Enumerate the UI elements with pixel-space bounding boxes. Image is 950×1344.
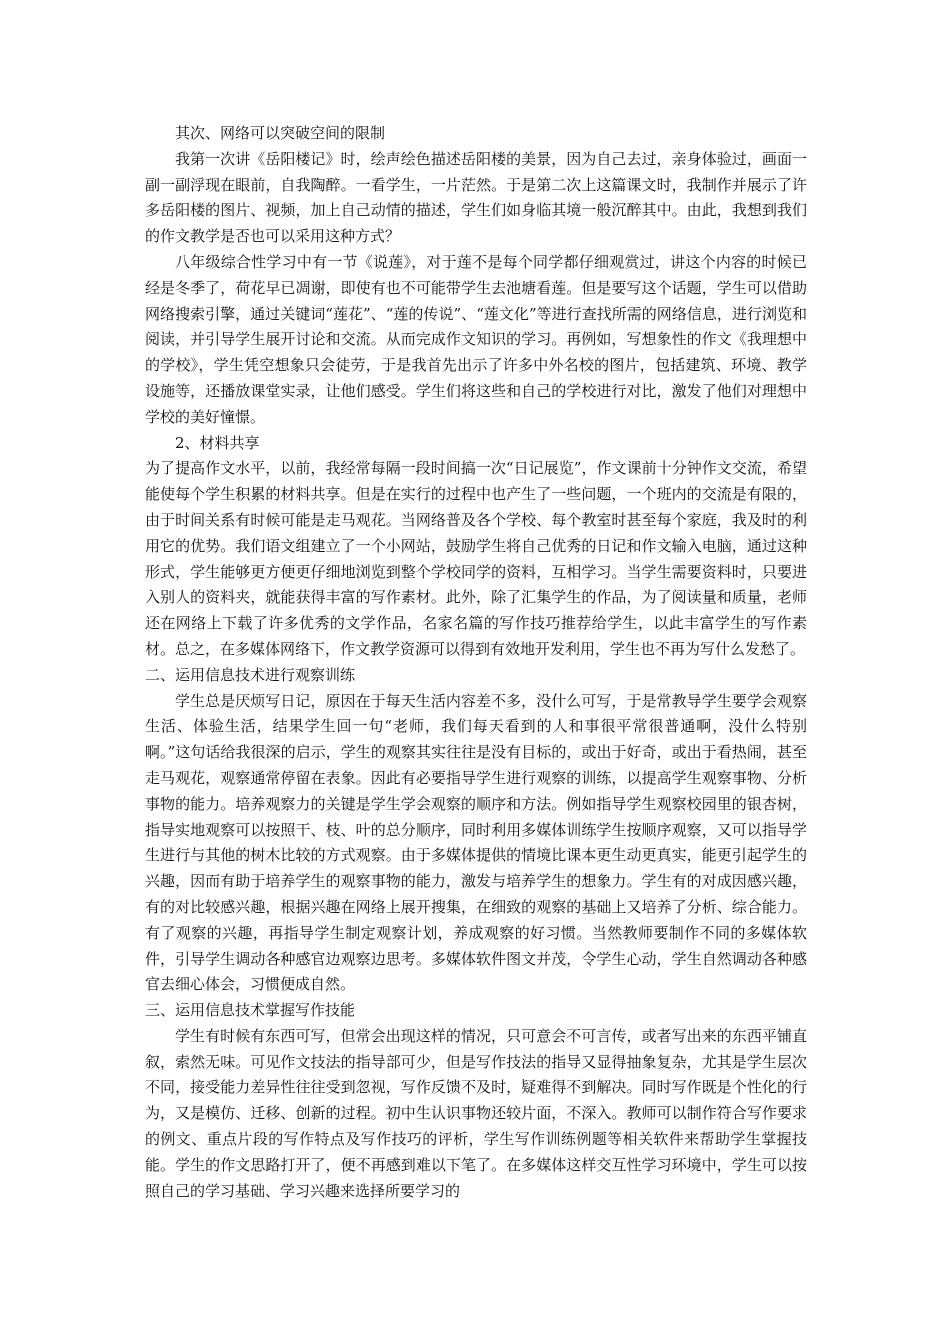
section-heading-material-sharing: 2、材料共享: [175, 433, 260, 452]
section-heading-space-limit: 其次、网络可以突破空间的限制: [175, 124, 386, 142]
paragraph-yueyang-tower: 我第一次讲《岳阳楼记》时，绘声绘色描述岳阳楼的美景，因为自己去过，亲身体验过，画面一副一副浮现在眼前，自我陶醉。一看学生，一片茫然。于是第二次上这篇课文时，我制作并展示了许多岳阳楼的图片、视频，加上自己动情的描述，学生们如身临其境一般沉醉其中。由此，我想到我们的作文教学是否也可以采用这种方式？: [145, 149, 807, 246]
paragraph-lotus: 八年级综合性学习中有一节《说莲》，对于莲不是每个同学都仔细观赏过，讲这个内容的时候已经是冬季了，荷花早已凋谢，即使有也不可能带学生去池塘看莲。但是要写这个话题，学生可以借助网络搜索引擎，通过关键词“莲花”、“莲的传说”、“莲文化”等进行查找所需的网络信息，进行浏览和阅读，并引导学生展开讨论和交流。从而完成作文知识的学习。再例如，写想象性的作文《我理想中的学校》，学生凭空想象只会徒劳，于是我首先出示了许多中外名校的图片，包括建筑、环境、教学设施等，还播放课堂实录，让他们感受。学生们将这些和自己的学校进行对比，激发了他们对理想中学校的美好憧憬。: [145, 252, 807, 426]
document-body: [145, 121, 807, 1204]
paragraph-observation-training: 学生总是厌烦写日记，原因在于每天生活内容差不多，没什么可写，于是常教导学生要学会观察生活、体验生活，结果学生回一句“老师，我们每天看到的人和事很平常很普通啊，没什么特别啊。”这句话给我很深的启示，学生的观察其实往往是没有目标的，或出于好奇，或出于看热闹，甚至走马观花，观察通常停留在表象。因此有必要指导学生进行观察的训练，以提高学生观察事物、分析事物的能力。培养观察力的关键是学生学会观察的顺序和方法。例如指导学生观察校园里的银杏树，指导实地观察可以按照干、枝、叶的总分顺序，同时利用多媒体训练学生按顺序观察，又可以指导学生进行与其他的树木比较的方式观察。由于多媒体提供的情境比课本更生动更真实，能更引起学生的兴趣，因而有助于培养学生的观察事物的能力，激发与培养学生的想象力。学生有的对成因感兴趣，有的对比较感兴趣，根据兴趣在网络上展开搜集，在细致的观察的基础上又培养了分析、综合能力。有了观察的兴趣，再指导学生制定观察计划，养成观察的好习惯。当然教师要制作不同的多媒体软件，引导学生调动各种感官边观察边思考。多媒体软件图文并茂，令学生心动，学生自然调动各种感官去细心体会，习惯便成自然。: [145, 691, 807, 994]
paragraph-writing-skills: 学生有时候有东西可写，但常会出现这样的情况，只可意会不可言传，或者写出来的东西平铺直叙，索然无味。可见作文技法的指导部可少，但是写作技法的指导又显得抽象复杂，尤其是学生层次不同，接受能力差异性往往受到忽视，写作反馈不及时，疑难得不到解决。同时写作既是个性化的行为，又是模仿、迁移、创新的过程。初中生认识事物还较片面，不深入。教师可以制作符合写作要求的例文、重点片段的写作特点及写作技巧的评析，学生写作训练例题等相关软件来帮助学生掌握技能。学生的作文思路打开了，便不再感到难以下笔了。在多媒体这样交互性学习环境中，学生可以按照自己的学习基础、学习兴趣来选择所要学习的: [145, 1026, 807, 1200]
section-heading-writing-skills: 三、运用信息技术掌握写作技能: [145, 1001, 356, 1020]
section-heading-observation-training: 二、运用信息技术进行观察训练: [145, 665, 356, 684]
paragraph-material-sharing: 为了提高作文水平，以前，我经常每隔一段时间搞一次“日记展览”，作文课前十分钟作文交流，希望能使每个学生积累的材料共享。但是在实行的过程中也产生了一些问题，一个班内的交流是有限的，由于时间关系有时候可能是走马观花。当网络普及各个学校、每个教室时甚至每个家庭，我及时的利用它的优势。我们语文组建立了一个小网站，鼓励学生将自己优秀的日记和作文输入电脑，通过这种形式，学生能够更方便更仔细地浏览到整个学校同学的资料，互相学习。当学生需要资料时，只要进入别人的资料夹，就能获得丰富的写作素材。此外，除了汇集学生的作品，为了阅读量和质量，老师还在网络上下载了许多优秀的文学作品，名家名篇的写作技巧推荐给学生，以此丰富学生的写作素材。总之，在多媒体网络下，作文教学资源可以得到有效地开发利用，学生也不再为写什么发愁了。: [145, 459, 807, 658]
